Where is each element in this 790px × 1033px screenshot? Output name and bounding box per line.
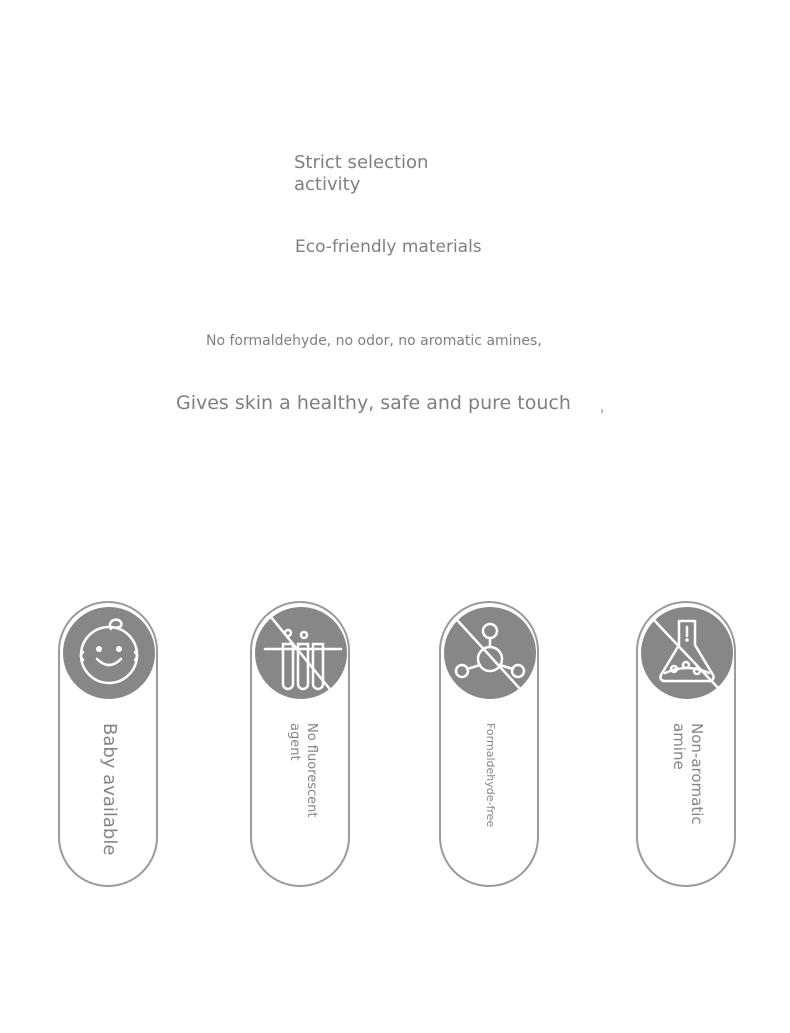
small-mark: › — [600, 406, 604, 417]
test-tubes-icon — [255, 607, 347, 699]
description-line-1: No formaldehyde, no odor, no aromatic amines, — [206, 333, 542, 349]
feature-card-aromatic-amine — [636, 601, 736, 887]
feature-card-formaldehyde — [439, 601, 539, 887]
description-line-2: Gives skin a healthy, safe and pure touch — [176, 392, 571, 414]
baby-face-icon — [63, 607, 155, 699]
feature-label: Non-aromatic amine — [670, 723, 706, 825]
page-subtitle: Eco-friendly materials — [295, 237, 482, 257]
feature-label: Baby available — [99, 723, 120, 856]
molecule-icon — [444, 607, 536, 699]
feature-card-baby — [58, 601, 158, 887]
page-title: Strict selection activity — [294, 152, 429, 195]
feature-label: Formaldehyde-free — [484, 723, 497, 828]
feature-card-fluorescent — [250, 601, 350, 887]
flask-icon — [641, 607, 733, 699]
feature-label: No fluorescent agent — [287, 723, 319, 818]
